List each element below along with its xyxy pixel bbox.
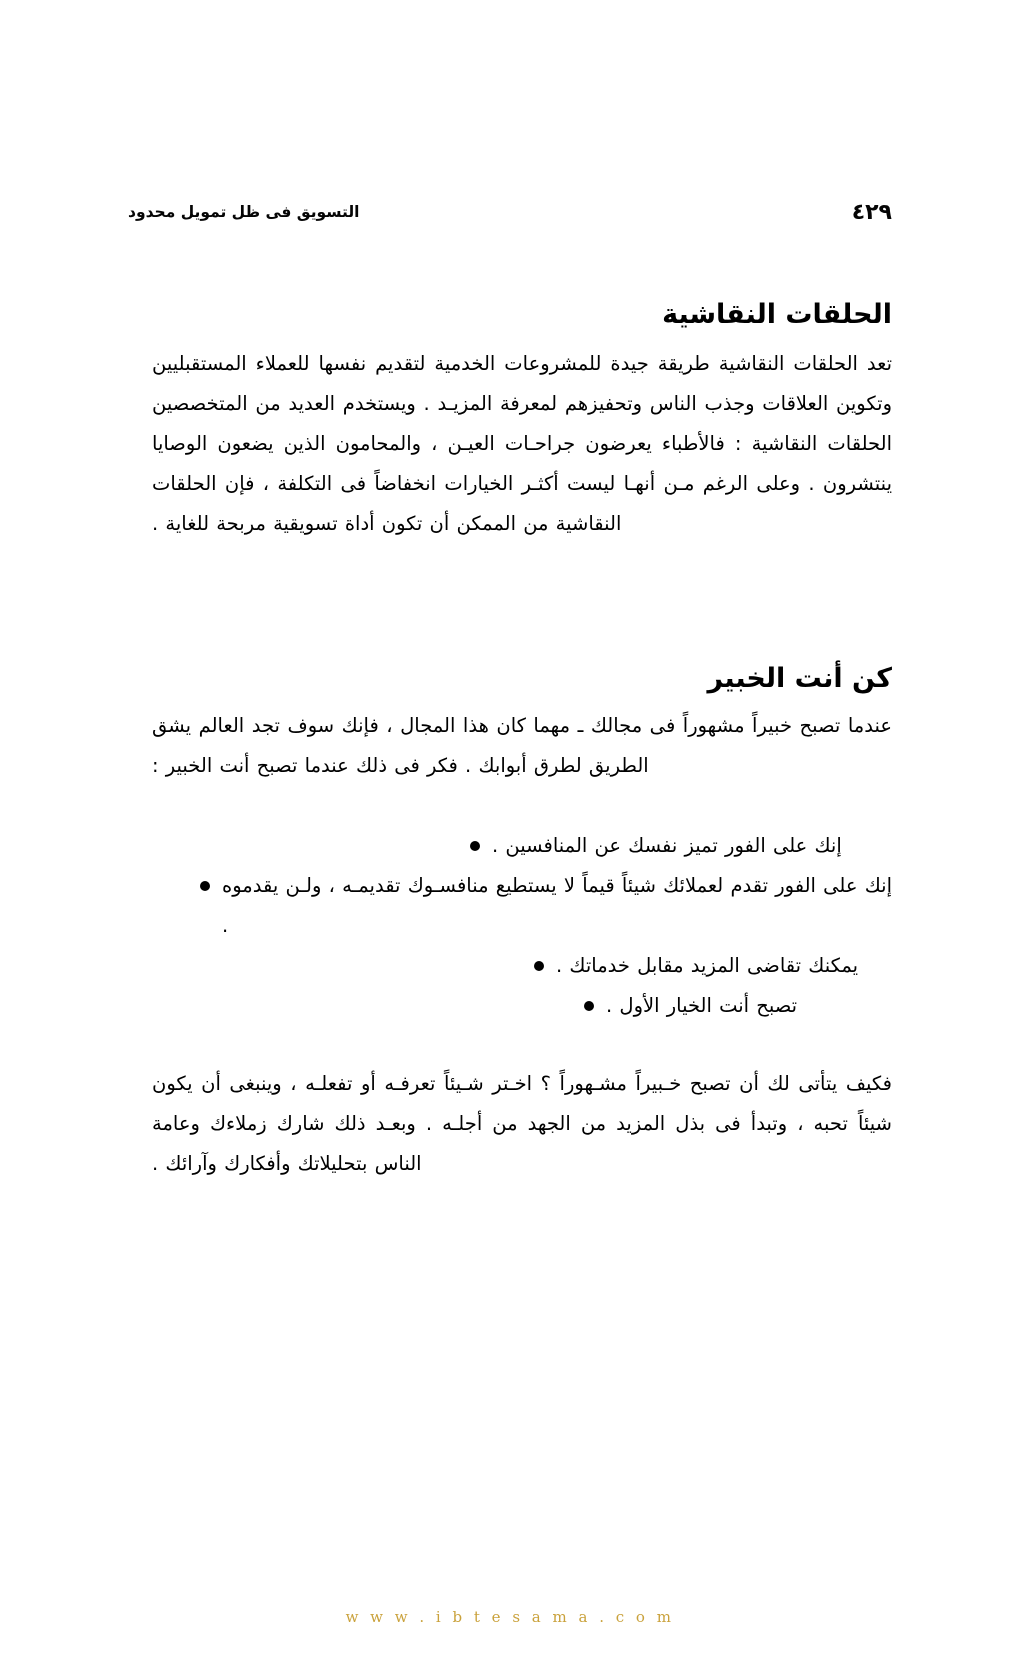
list-item [222, 866, 892, 946]
running-head-title: التسويق فى ظل تمويل محدود [128, 203, 360, 221]
list-item-label: إنك على الفور تميز نفسك عن المنافسين . [492, 834, 842, 857]
list-item-label: يمكنك تقاضى المزيد مقابل خدماتك . [556, 954, 859, 977]
paragraph-seminars [152, 344, 892, 544]
bullet-marker-icon [200, 881, 210, 891]
section-heading-be-the-expert: كن أنت الخبير [707, 663, 892, 695]
page-number: ٤٢٩ [851, 199, 892, 225]
bullet-marker-icon [470, 841, 480, 851]
bullet-marker-icon [534, 961, 544, 971]
paragraph-text: تعد الحلقات النقاشية طريقة جيدة للمشروعات الخدمية لتقديم نفسها للعملاء المستقبليين وتكوين العلاقات وجذب الناس وتحفيزهم لمعرفة المزيـد . ويستخدم العديد من المتخصصين الحلقات النقاشية : فالأطباء يعرضون جراحـات العيـن ، والمحامون الذين يضعون الوصايا ينتشرون . وعلى الرغم مـن أنهـا ليست أكثـر الخيارات انخفاضاً فى التكلفة ، فإن الحلقات النقاشية من الممكن أن تكون أداة تسويقية مربحة للغاية . [152, 352, 892, 535]
list-item [556, 946, 892, 986]
running-head [128, 195, 892, 229]
paragraph-how-to-become-expert [152, 1064, 892, 1184]
footer-watermark: w w w . i b t e s a m a . c o m [345, 1608, 675, 1626]
bullet-marker-icon [584, 1001, 594, 1011]
list-item-label: إنك على الفور تقدم لعملائك شيئاً قيماً لا يستطيع منافسـوك تقديمـه ، ولـن يقدموه . [222, 874, 892, 937]
paragraph-text: عندما تصبح خبيراً مشهوراً فى مجالك ـ مهما كان هذا المجال ، فإنك سوف تجد العالم يشق الطريق لطرق أبوابك . فكر فى ذلك عندما تصبح أنت الخبير : [152, 714, 892, 777]
section-heading-seminars: الحلقات النقاشية [662, 299, 892, 331]
paragraph-text: فكيف يتأتى لك أن تصبح خـبيراً مشـهوراً ؟ اخـتر شـيئاً تعرفـه أو تفعلـه ، وينبغى أن يكون شيئاً تحبه ، وتبدأ فى بذل المزيد من الجهد من أجلـه . وبعـد ذلك شارك زملاءك وعامة الناس بتحليلاتك وأفكارك وآرائك . [152, 1072, 892, 1175]
list-item-label: تصبح أنت الخيار الأول . [606, 994, 798, 1017]
bullet-list-expert-benefits [152, 826, 892, 1026]
list-item [606, 986, 892, 1026]
list-item [492, 826, 892, 866]
paragraph-be-the-expert-intro [152, 706, 892, 786]
